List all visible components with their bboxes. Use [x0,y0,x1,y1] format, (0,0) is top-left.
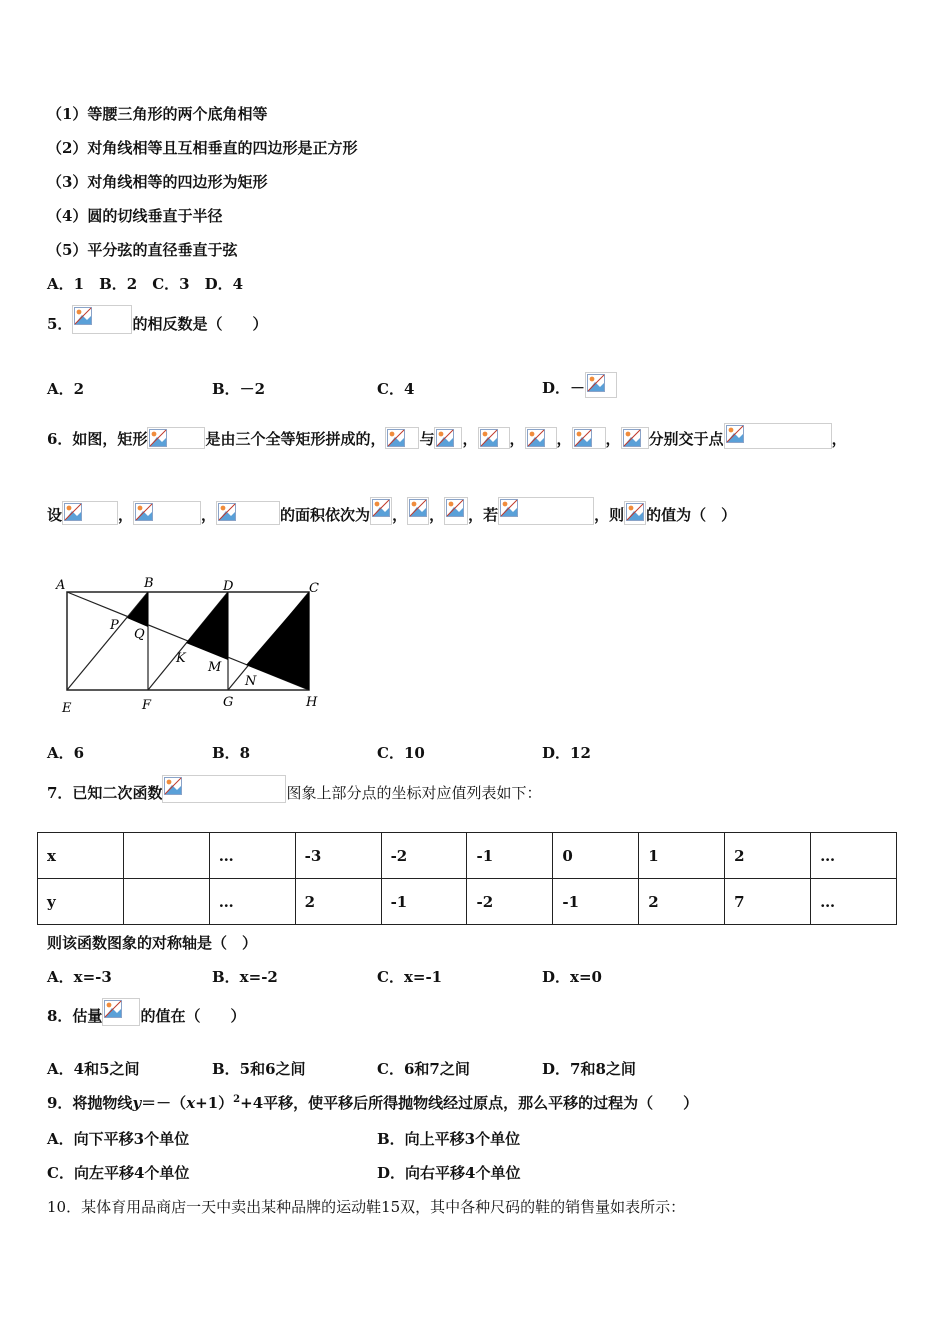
q6-option-d: D．12 [542,744,591,762]
formula-image-icon [133,501,201,525]
q6-text: ， [392,506,408,524]
q5-option-d-label: D．－ [542,379,586,397]
formula-image-icon [370,497,392,525]
q10-stem: 10．某体育用品商店一天中卖出某种品牌的运动鞋15双，其中各种尺码的鞋的销售量如表所示： [47,1198,686,1216]
formula-image-icon [62,501,118,525]
q5-option-c: C．4 [377,380,415,398]
table-cell: 2 [295,879,381,925]
statement-4: （4）圆的切线垂直于半径 [47,207,223,225]
table-cell: … [209,833,295,879]
q7-option-d: D．x=0 [542,968,602,986]
formula-image-icon [585,372,617,398]
q6-text: 设 [47,506,63,524]
table-cell: … [209,879,295,925]
table-cell: -1 [467,833,553,879]
table-cell: y [38,879,124,925]
point-label-d: D [223,579,234,594]
point-label-f: F [142,698,152,713]
formula-image-icon [498,497,594,525]
rectangle-figure [50,572,330,720]
formula-image-icon [724,423,832,449]
point-label-e: E [62,701,72,716]
formula-image-icon [407,497,429,525]
q6-text: ， [118,506,134,524]
table-cell: 1 [639,833,725,879]
table-cell [123,879,209,925]
formula-image-icon [147,427,205,449]
q5-stem [47,305,267,334]
q9-stem [47,1092,698,1113]
q6-line-1 [47,423,847,449]
q7-stem [47,775,541,803]
point-label-a: A [56,578,66,593]
table-cell: x [38,833,124,879]
q6-text: ， [605,430,621,448]
q9-option-d: D．向右平移4个单位 [377,1164,521,1182]
q6-option-c: C．10 [377,744,425,762]
formula-image-icon [162,775,286,803]
q4-options: A．1 B．2 C．3 D．4 [47,275,244,293]
point-label-n: N [245,674,257,689]
table-cell: -2 [467,879,553,925]
formula-image-icon [525,427,557,449]
q8-text: 8．估量 [47,1007,103,1025]
point-label-k: K [176,651,186,666]
table-cell [123,833,209,879]
point-label-q: Q [134,627,145,642]
q7-option-b: B．x=-2 [212,968,278,986]
q6-option-a: A．6 [47,744,85,762]
point-label-h: H [306,695,318,710]
q5-number: 5． [47,315,73,333]
q6-text: ， [462,430,478,448]
q8-option-a: A．4和5之间 [47,1060,140,1078]
table-cell: -3 [295,833,381,879]
statement-5: （5）平分弦的直径垂直于弦 [47,241,238,259]
table-cell: -2 [381,833,467,879]
point-label-m: M [208,660,222,675]
q9-option-b: B．向上平移3个单位 [377,1130,521,1148]
table-cell: 7 [725,879,811,925]
statement-2: （2）对角线相等且互相垂直的四边形是正方形 [47,139,358,157]
q7-text: 7．已知二次函数 [47,784,163,802]
statement-3: （3）对角线相等的四边形为矩形 [47,173,268,191]
q6-text: ， [509,430,525,448]
q6-text: ， [201,506,217,524]
q6-text: 是由三个全等矩形拼成的， [205,430,386,448]
q9-var-y: y [132,1094,142,1112]
point-label-c: C [309,581,319,596]
formula-image-icon [444,497,468,525]
formula-image-icon [102,998,140,1026]
point-label-g: G [223,695,234,710]
formula-image-icon [72,305,132,334]
q8-stem [47,998,245,1026]
q9-text: +1） [195,1094,234,1112]
formula-image-icon [624,501,646,525]
table-cell: 0 [553,833,639,879]
q5-option-b: B．－2 [212,380,266,398]
q7-option-a: A．x=-3 [47,968,112,986]
formula-image-icon [434,427,462,449]
q6-text: ，则 [594,506,625,524]
shaded-triangle-1 [127,592,148,627]
q7-option-c: C．x=-1 [377,968,443,986]
q6-text: ， [831,430,847,448]
table-cell: 2 [725,833,811,879]
q9-text: +4平移，使平移后所得抛物线经过原点，那么平移的过程为（ ） [240,1094,699,1112]
formula-image-icon [385,427,419,449]
q6-text: 分别交于点 [648,430,724,448]
q7-text: 图象上部分点的坐标对应值列表如下： [286,784,542,802]
q9-option-a: A．向下平移3个单位 [47,1130,190,1148]
shaded-triangle-2 [186,592,228,660]
q8-option-b: B．5和6之间 [212,1060,306,1078]
q8-text: 的值在（ ） [140,1007,246,1025]
table-cell: 2 [639,879,725,925]
q8-option-c: C．6和7之间 [377,1060,470,1078]
q5-text: 的相反数是（ ） [132,315,268,333]
q6-text: 6．如图，矩形 [47,430,148,448]
q6-text: 与 [419,430,435,448]
q5-option-a: A．2 [47,380,85,398]
q6-text: ，若 [468,506,499,524]
table-cell: -1 [381,879,467,925]
table-cell: … [811,879,897,925]
table-cell: … [811,833,897,879]
q7-question: 则该函数图象的对称轴是（ ） [47,934,258,952]
table-row-y [38,879,897,925]
formula-image-icon [621,427,649,449]
value-table [37,832,897,925]
q6-text: ， [556,430,572,448]
formula-image-icon [572,427,606,449]
q9-text: 9．将抛物线 [47,1094,133,1112]
statement-1: （1）等腰三角形的两个底角相等 [47,105,268,123]
q5-option-d [542,372,617,398]
point-label-b: B [144,576,154,591]
q9-var-x: x [186,1094,196,1112]
q6-text: ， [429,506,445,524]
q6-line-2 [47,497,736,525]
point-label-p: P [110,618,119,633]
q9-option-c: C．向左平移4个单位 [47,1164,190,1182]
table-row-x [38,833,897,879]
formula-image-icon [216,501,280,525]
q9-text: ＝－（ [141,1094,187,1112]
q8-option-d: D．7和8之间 [542,1060,636,1078]
q6-text: 的值为（ ） [646,506,737,524]
table-cell: -1 [553,879,639,925]
q9-exponent: 2 [233,1094,241,1105]
formula-image-icon [478,427,510,449]
q6-option-b: B．8 [212,744,251,762]
q6-text: 的面积依次为 [280,506,371,524]
